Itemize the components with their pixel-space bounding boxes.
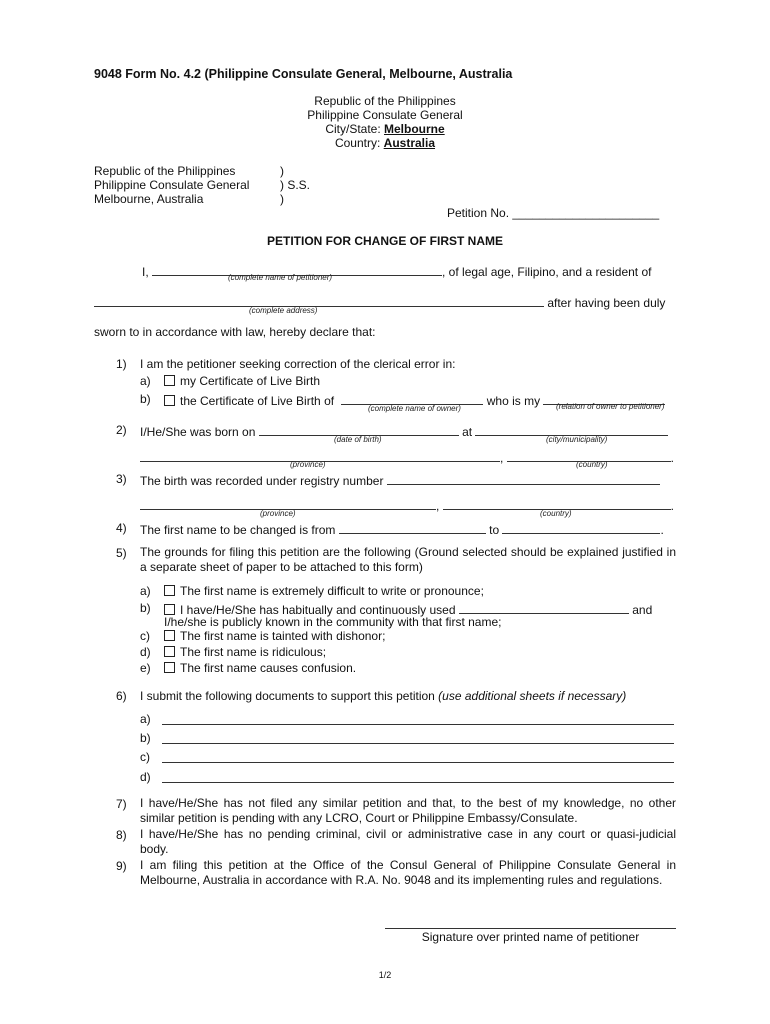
header-city xyxy=(0,122,770,136)
intro-line-2 xyxy=(94,294,665,310)
city-value: Melbourne xyxy=(384,122,445,136)
item-5d-option[interactable] xyxy=(164,645,326,659)
item-5c-option[interactable] xyxy=(164,629,385,643)
item-8-number: 8) xyxy=(116,828,127,842)
item-2-at: at xyxy=(462,425,473,439)
venue-line-3: Melbourne, Australia xyxy=(94,192,204,206)
item-5e-label: e) xyxy=(140,661,151,675)
item-5b-text: I have/He/She has habitually and continuously used xyxy=(180,603,456,617)
item-3-number: 3) xyxy=(116,472,127,486)
document-c-field[interactable] xyxy=(162,750,674,763)
city-label: City/State: xyxy=(325,122,384,136)
doc-b-label: b) xyxy=(140,731,151,745)
sworn-statement: sworn to in accordance with law, hereby declare that: xyxy=(94,325,376,339)
doc-c-label: c) xyxy=(140,750,150,764)
item-2-number: 2) xyxy=(116,423,127,437)
item-1a-text: my Certificate of Live Birth xyxy=(180,374,321,388)
signature-label: Signature over printed name of petitioner xyxy=(421,930,640,944)
item-6-number: 6) xyxy=(116,689,127,703)
item-5a-label: a) xyxy=(140,584,151,598)
item-9-text: I am filing this petition at the Office of the Consul General of Philippine Consulate General in Melbourne, Australia in accordance with R.A. No. 9048 and its implementing rules and regulations. xyxy=(140,858,676,887)
item-5a-option[interactable] xyxy=(164,584,484,598)
document-b-field[interactable] xyxy=(162,731,674,744)
item-7-text: I have/He/She has not filed any similar petition and that, to the best of my knowledge, no other similar petition is pending with any LCRO, Court or Philippine Embassy/Consulate. xyxy=(140,796,676,825)
checkbox-icon[interactable] xyxy=(164,585,175,596)
item-5c-label: c) xyxy=(140,629,150,643)
registry-country-caption: (country) xyxy=(540,509,572,518)
registry-number-field[interactable] xyxy=(387,472,660,485)
venue-paren-1: ) xyxy=(280,164,284,178)
item-1-number: 1) xyxy=(116,357,127,371)
item-1b-label: b) xyxy=(140,392,151,406)
item-1a-label: a) xyxy=(140,374,151,388)
item-3-text: The birth was recorded under registry number xyxy=(140,474,384,488)
item-7-number: 7) xyxy=(116,797,127,811)
new-first-name-field[interactable] xyxy=(502,521,660,534)
signature-line[interactable] xyxy=(385,928,676,929)
doc-a-label: a) xyxy=(140,712,151,726)
petitioner-name-caption: (complete name of petitioner) xyxy=(228,273,333,282)
owner-name-caption: (complete name of owner) xyxy=(368,404,461,413)
venue-line-1: Republic of the Philippines xyxy=(94,164,236,178)
venue-line-2: Philippine Consulate General xyxy=(94,178,250,192)
item-4-line: The first name to be changed is from to . xyxy=(140,523,664,537)
checkbox-icon[interactable] xyxy=(164,375,175,386)
registry-province-caption: (province) xyxy=(260,509,296,518)
venue-paren-3: ) xyxy=(280,192,284,206)
item-5c-text: The first name is tainted with dishonor; xyxy=(180,629,386,643)
item-6-line xyxy=(140,689,626,703)
page-number: 1/2 xyxy=(378,970,392,980)
item-6-text: I submit the following documents to support this petition xyxy=(140,689,439,703)
current-first-name-field[interactable] xyxy=(339,521,486,534)
checkbox-icon[interactable] xyxy=(164,630,175,641)
intro-after-address: after having been duly xyxy=(547,296,666,310)
item-5a-text: The first name is extremely difficult to write or pronounce; xyxy=(180,584,484,598)
petitioner-address-field[interactable] xyxy=(94,294,544,307)
doc-d-label: d) xyxy=(140,770,151,784)
item-5b-continuation: I/he/she is publicly known in the community with that first name; xyxy=(164,615,502,629)
checkbox-icon[interactable] xyxy=(164,646,175,657)
checkbox-icon[interactable] xyxy=(164,604,175,615)
relation-caption: (relation of owner to petitioner) xyxy=(556,402,665,411)
item-1-text: I am the petitioner seeking correction of the clerical error in: xyxy=(140,357,456,371)
country-caption: (country) xyxy=(576,460,608,469)
intro-line-1 xyxy=(142,263,651,279)
petition-number: Petition No. ______________________ xyxy=(447,206,660,220)
item-4-text: The first name to be changed is from xyxy=(140,523,336,537)
item-4-number: 4) xyxy=(116,521,127,535)
item-5e-text: The first name causes confusion. xyxy=(180,661,357,675)
item-5-number: 5) xyxy=(116,546,127,560)
item-5b-and: and xyxy=(632,603,653,617)
form-title: 9048 Form No. 4.2 (Philippine Consulate General, Melbourne, Australia xyxy=(94,67,513,81)
country-label: Country: xyxy=(334,136,384,150)
i-label: I, xyxy=(142,265,149,279)
checkbox-icon[interactable] xyxy=(164,662,175,673)
city-caption: (city/municipality) xyxy=(546,435,608,444)
item-2-line-2: , . xyxy=(140,449,674,465)
country-value: Australia xyxy=(383,136,436,150)
item-3-line-2: , . xyxy=(140,497,674,513)
item-9-number: 9) xyxy=(116,859,127,873)
item-3-line-1 xyxy=(140,472,660,488)
item-5-text: The grounds for filing this petition are the following (Ground selected should be explained justified in a separate sheet of paper to be attached to this form) xyxy=(140,545,676,574)
item-5b-label: b) xyxy=(140,601,151,615)
checkbox-icon[interactable] xyxy=(164,395,175,406)
item-8-text: I have/He/She has no pending criminal, civil or administrative case in any court or quasi-judicial body. xyxy=(140,827,676,856)
item-2-text: I/He/She was born on xyxy=(140,425,256,439)
header-country xyxy=(0,136,770,150)
item-1b-who: who is my xyxy=(486,394,541,408)
item-4-to: to xyxy=(489,523,500,537)
header-consulate: Philippine Consulate General xyxy=(307,108,463,122)
item-5d-label: d) xyxy=(140,645,151,659)
date-caption: (date of birth) xyxy=(334,435,382,444)
venue-ss: ) S.S. xyxy=(280,178,311,192)
province-caption: (province) xyxy=(290,460,326,469)
intro-after-name: , of legal age, Filipino, and a resident of xyxy=(442,265,652,279)
item-6-text-italic: (use additional sheets if necessary) xyxy=(438,689,627,703)
item-1a-option[interactable] xyxy=(164,374,320,388)
document-d-field[interactable] xyxy=(162,770,674,783)
document-a-field[interactable] xyxy=(162,712,674,725)
item-5e-option[interactable] xyxy=(164,661,356,675)
address-caption: (complete address) xyxy=(249,306,318,315)
header-republic: Republic of the Philippines xyxy=(314,94,456,108)
item-1b-text: the Certificate of Live Birth of xyxy=(180,394,335,408)
item-5d-text: The first name is ridiculous; xyxy=(180,645,327,659)
petition-title: PETITION FOR CHANGE OF FIRST NAME xyxy=(267,234,503,248)
used-name-field[interactable] xyxy=(459,601,629,614)
